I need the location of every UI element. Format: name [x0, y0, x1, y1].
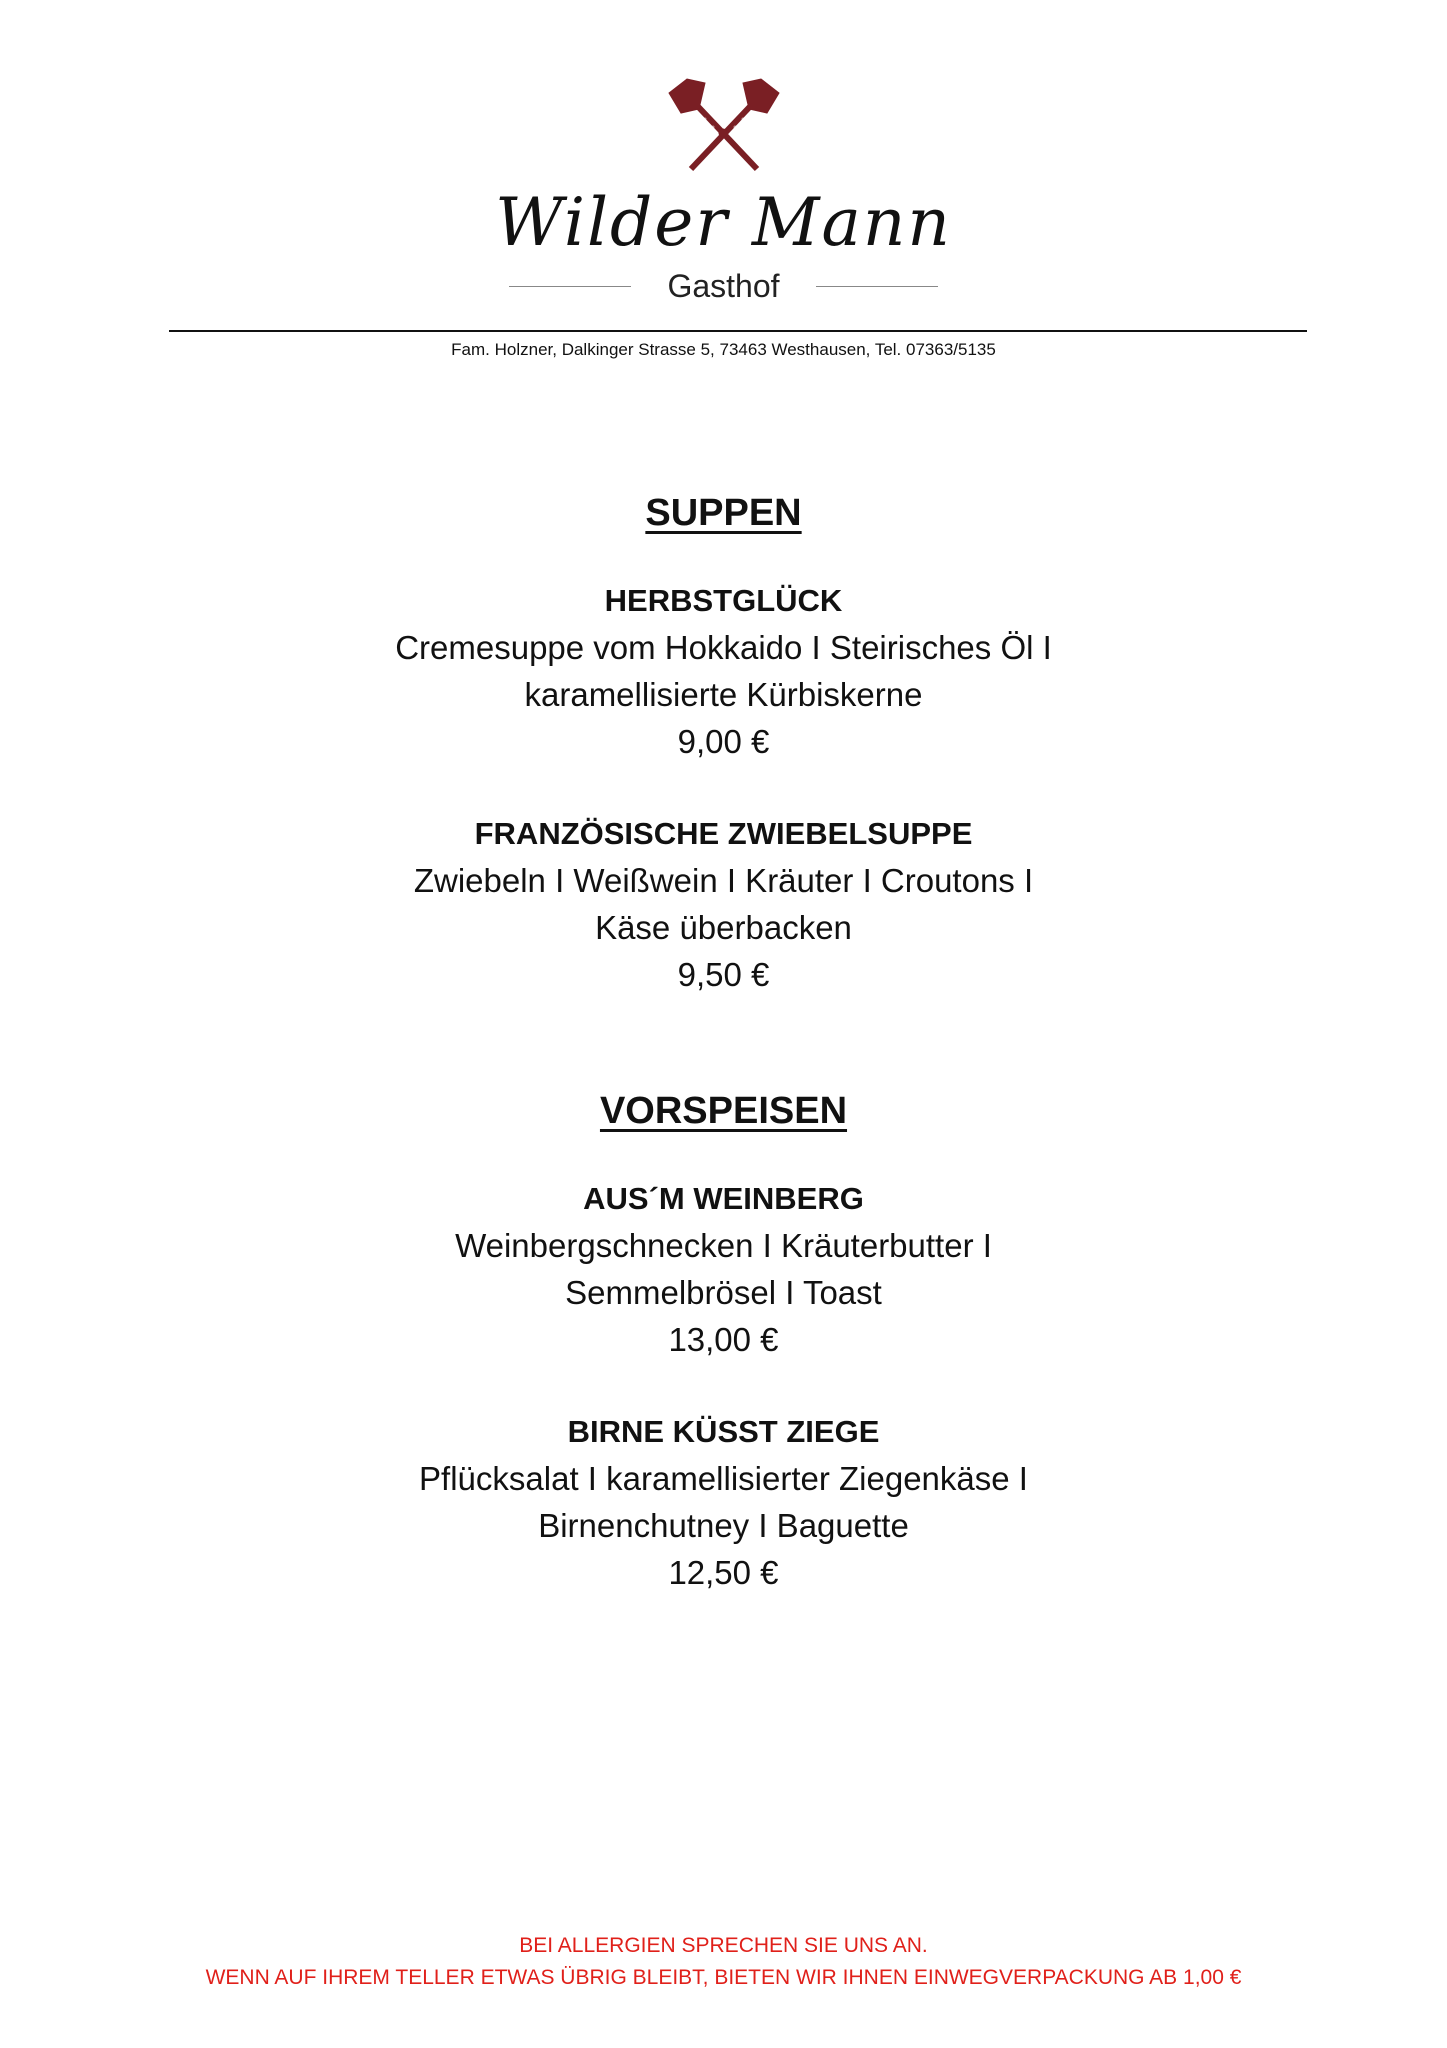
dish-price: 12,50 €	[668, 1554, 779, 1591]
crossed-axes-icon	[659, 75, 789, 175]
divider	[509, 286, 631, 287]
brand-name: Wilder Mann	[495, 184, 952, 261]
menu-section-suppen	[0, 488, 1447, 998]
dish-name: AUS´M WEINBERG	[583, 1181, 864, 1216]
dish-description: Cremesuppe vom Hokkaido I Steirisches Öl I	[395, 629, 1052, 666]
dish-description: Weinbergschnecken I Kräuterbutter I	[455, 1227, 992, 1264]
section-title: SUPPEN	[645, 492, 802, 534]
dish-description: Zwiebeln I Weißwein I Kräuter I Croutons I	[413, 862, 1034, 899]
dish-name: FRANZÖSISCHE ZWIEBELSUPPE	[474, 816, 973, 851]
dish	[0, 578, 1447, 765]
header-divider	[169, 330, 1307, 332]
brand-sub-label: Gasthof	[667, 268, 780, 304]
logo	[0, 75, 1447, 175]
address: Fam. Holzner, Dalkinger Strasse 5, 73463 Westhausen, Tel. 07363/5135	[451, 340, 996, 359]
footer-line: BEI ALLERGIEN SPRECHEN SIE UNS AN.	[519, 1934, 928, 1957]
allergy-notice	[0, 1930, 1447, 1994]
dish-price: 13,00 €	[668, 1321, 779, 1358]
dish	[0, 1176, 1447, 1363]
dish-price: 9,50 €	[677, 956, 770, 993]
dish	[0, 811, 1447, 998]
menu-section-vorspeisen	[0, 1086, 1447, 1596]
dish-description: karamellisierte Kürbiskerne	[524, 676, 923, 713]
menu	[0, 488, 1447, 1596]
dish-description: Käse überbacken	[595, 909, 852, 946]
dish-price: 9,00 €	[677, 723, 770, 760]
dish-name: BIRNE KÜSST ZIEGE	[567, 1414, 880, 1449]
footer-line: WENN AUF IHREM TELLER ETWAS ÜBRIG BLEIBT, BIETEN WIR IHNEN EINWEGVERPACKUNG AB 1,00 €	[205, 1966, 1242, 1989]
dish-description: Pflücksalat I karamellisierter Ziegenkäse I	[419, 1460, 1028, 1497]
dish-description: Semmelbrösel I Toast	[565, 1274, 882, 1311]
dish	[0, 1409, 1447, 1596]
brand-subtitle	[0, 268, 1447, 305]
dish-description: Birnenchutney I Baguette	[538, 1507, 909, 1544]
section-title: VORSPEISEN	[599, 1090, 848, 1132]
divider	[816, 286, 938, 287]
dish-name: HERBSTGLÜCK	[604, 583, 843, 618]
